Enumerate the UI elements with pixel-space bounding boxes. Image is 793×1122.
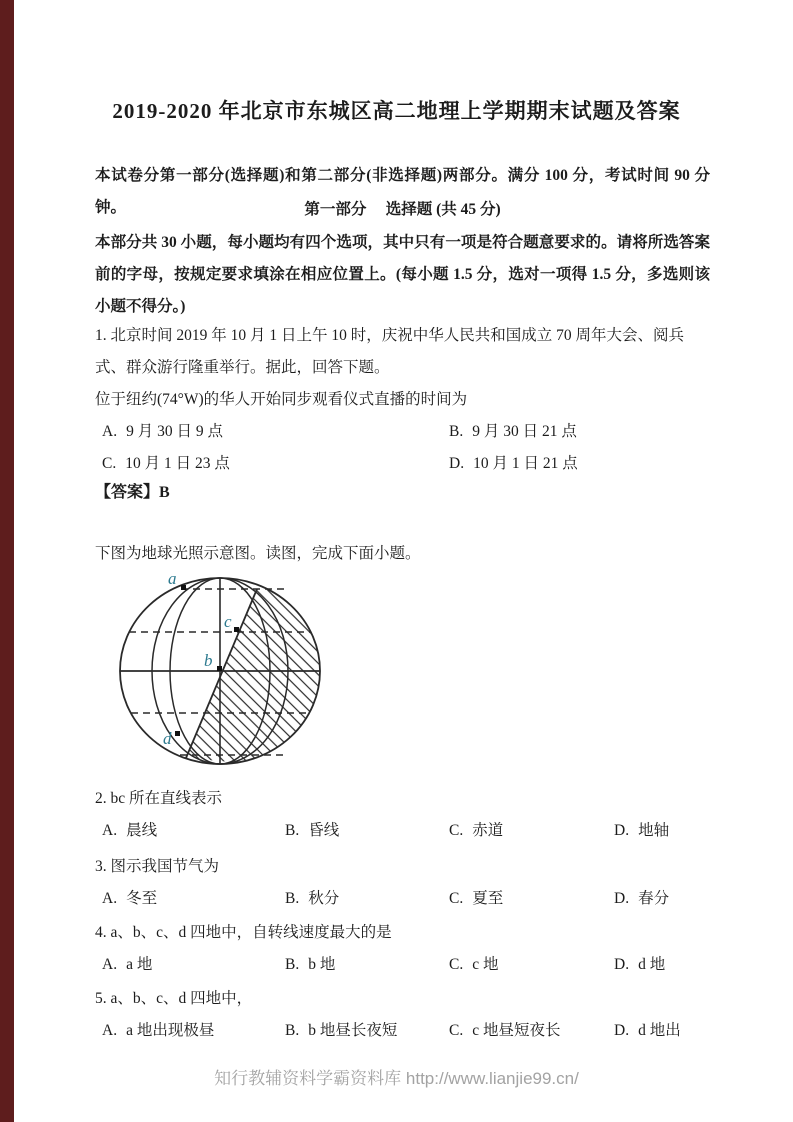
q4-option-b (285, 952, 335, 974)
option-label: A. (102, 1022, 118, 1039)
option-label: D. (614, 890, 630, 907)
q3-option-d (614, 886, 669, 908)
q2-option-d (614, 818, 669, 840)
option-text: 昏线 (308, 822, 340, 839)
option-label: D. (614, 1022, 630, 1039)
option-text: 9 月 30 日 21 点 (472, 423, 577, 440)
footer (0, 1064, 793, 1089)
option-text: a 地出现极昼 (126, 1022, 215, 1039)
q5-option-d (614, 1018, 681, 1040)
q3-option-a (102, 886, 157, 908)
answer-line: 【答案】B (95, 484, 170, 501)
option-text: 夏至 (472, 890, 504, 907)
option-text: 晨线 (126, 822, 158, 839)
footer-site-name: 知行教辅资料学霸资料库 (214, 1069, 406, 1088)
option-label: B. (285, 1022, 300, 1039)
point-label-a: a (168, 569, 177, 588)
option-label: C. (449, 890, 464, 907)
section-heading: 第一部分 选择题 (共 45 分) (304, 201, 501, 218)
q4-option-a (102, 952, 152, 974)
option-text: c 地昼短夜长 (472, 1022, 561, 1039)
option-text: 冬至 (126, 890, 158, 907)
point-label-d: d (163, 729, 172, 748)
option-label: C. (449, 822, 464, 839)
question-3-stem: 3. 图示我国节气为 (95, 858, 220, 875)
option-label: D. (614, 956, 630, 973)
left-border-bar (0, 0, 14, 1122)
question-1-substem: 位于纽约(74°W)的华人开始同步观看仪式直播的时间为 (95, 391, 468, 408)
option-text: 10 月 1 日 23 点 (125, 455, 230, 472)
option-label: C. (449, 1022, 464, 1039)
option-text: 秋分 (308, 890, 340, 907)
q2-option-c (449, 818, 503, 840)
question-2-stem: 2. bc 所在直线表示 (95, 790, 223, 807)
option-label: D. (614, 822, 630, 839)
option-label: A. (102, 956, 118, 973)
question-1-stem: 1. 北京时间 2019 年 10 月 1 日上午 10 时，庆祝中华人民共和国成立 70 周年大会、阅兵式、群众游行隆重举行。据此，回答下题。 (95, 327, 685, 376)
option-text: a 地 (126, 956, 153, 973)
option-label: B. (449, 423, 464, 440)
option-text: 春分 (638, 890, 670, 907)
q5-option-c (449, 1018, 560, 1040)
q4-option-c (449, 952, 498, 974)
q3-option-c (449, 886, 503, 908)
question-5-stem: 5. a、b、c、d 四地中， (95, 990, 253, 1007)
q2-option-a (102, 818, 157, 840)
option-label: A. (102, 822, 118, 839)
point-marker-c (234, 627, 239, 632)
option-text: d 地出 (638, 1022, 681, 1039)
option-label: D. (449, 455, 465, 472)
point-label-c: c (224, 612, 232, 631)
q5-option-a (102, 1018, 214, 1040)
option-label: B. (285, 956, 300, 973)
instructions: 本部分共 30 小题，每小题均有四个选项，其中只有一项是符合题意要求的。请将所选答案前的字母，按规定要求填涂在相应位置上。(每小题 1.5 分，选对一项得 1.5 分，多选则该小题不得分。) (95, 234, 710, 315)
point-marker-d (175, 731, 180, 736)
option-label: B. (285, 822, 300, 839)
option-text: d 地 (638, 956, 666, 973)
option-text: b 地 (308, 956, 336, 973)
point-marker-b (217, 666, 222, 671)
earth-diagram (106, 560, 346, 772)
q1-option-d (449, 451, 578, 473)
q2-option-b (285, 818, 339, 840)
exam-intro: 本试卷分第一部分(选择题)和第二部分(非选择题)两部分。满分 100 分，考试时间 90 分钟。 (95, 167, 710, 216)
doc-title: 2019-2020 年北京市东城区高二地理上学期期末试题及答案 (112, 99, 681, 123)
option-label: A. (102, 423, 118, 440)
q5-option-b (285, 1018, 397, 1040)
option-label: C. (449, 956, 464, 973)
q3-option-b (285, 886, 339, 908)
q1-option-b (449, 419, 577, 441)
point-marker-a (181, 585, 186, 590)
point-label-b: b (204, 651, 213, 670)
question-4-stem: 4. a、b、c、d 四地中，自转线速度最大的是 (95, 924, 392, 941)
q1-option-a (102, 419, 223, 441)
q4-option-d (614, 952, 665, 974)
option-text: 赤道 (472, 822, 504, 839)
option-label: B. (285, 890, 300, 907)
q1-option-c (102, 451, 230, 473)
option-text: b 地昼长夜短 (308, 1022, 398, 1039)
option-text: 10 月 1 日 21 点 (473, 455, 578, 472)
option-text: c 地 (472, 956, 499, 973)
option-text: 地轴 (638, 822, 670, 839)
option-text: 9 月 30 日 9 点 (126, 423, 223, 440)
footer-link[interactable]: http://www.lianjie99.cn/ (405, 1069, 579, 1088)
option-label: C. (102, 455, 117, 472)
figure-caption: 下图为地球光照示意图。读图，完成下面小题。 (95, 545, 421, 562)
option-label: A. (102, 890, 118, 907)
